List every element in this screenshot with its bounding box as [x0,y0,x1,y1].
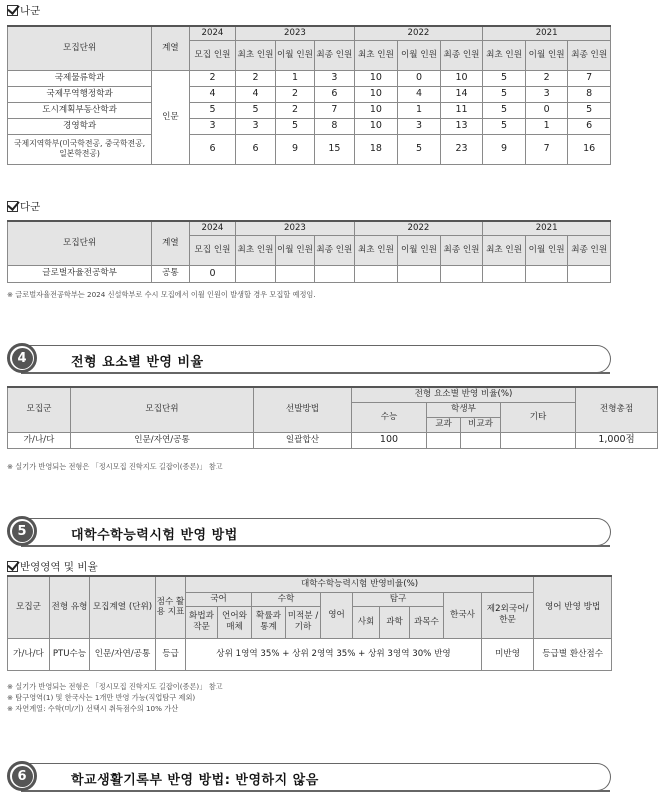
cell: 5 [483,102,526,118]
cell: 6 [315,86,354,102]
unit-name: 국제지역학부(미국학전공, 중국학전공, 일본학전공) [8,134,152,164]
header-sub: 최초 인원 [483,40,526,70]
header-index: 점수 활용 지표 [156,576,186,638]
table-row [8,265,611,282]
header-etc: 기타 [501,402,576,432]
cell: 인문/자연/공통 [71,432,254,448]
cell: 3 [189,118,236,134]
cell: 인문/자연/공통 [90,638,156,670]
cell: 7 [525,134,568,164]
cell: 2 [525,70,568,86]
cell: 0 [525,102,568,118]
header-group: 모집군 [8,387,71,432]
cell [275,265,314,282]
cell: 15 [315,134,354,164]
cell: 8 [315,118,354,134]
section-5-header [7,516,611,546]
cell: 미반영 [482,638,534,670]
field-cell: 공통 [152,265,189,282]
cell: 등급별 환산점수 [534,638,612,670]
header-korean: 국어 [186,592,252,606]
header-sub: 최초 인원 [236,235,275,265]
header-unit: 모집단위 [71,387,254,432]
header-year: 2022 [354,221,483,235]
header-year: 2024 [189,26,236,40]
group-da-title: 다군 [7,199,40,214]
header-field: 계열 [152,221,189,265]
header-kor1: 화법과 작문 [186,606,218,638]
cell: 0 [398,70,441,86]
header-student: 학생부 [427,402,501,417]
header-field: 계열 [152,26,189,70]
table-row [8,134,611,164]
cell: 16 [568,134,611,164]
header-year: 2021 [483,26,611,40]
header-sub: 최초 인원 [236,40,275,70]
cell [501,432,576,448]
cell: 0 [189,265,236,282]
cell: 10 [354,86,398,102]
header-english: 영어 [321,592,353,638]
table-row [8,86,611,102]
cell: 가/나/다 [8,432,71,448]
header-sub: 최종 인원 [568,40,611,70]
header-sub: 모집 인원 [189,235,236,265]
cell [236,265,275,282]
section-number-badge: 5 [7,516,37,546]
unit-name: 경영학과 [8,118,152,134]
header-field: 모집계열 (단위) [90,576,156,638]
header-year: 2023 [236,221,354,235]
cell: 11 [440,102,483,118]
section5-subtitle: 반영영역 및 비율 [7,559,98,574]
cell: 2 [275,86,314,102]
cell: 10 [354,102,398,118]
section-number-badge: 4 [7,343,37,373]
checkbox-icon [7,201,18,212]
header-sub: 이월 인원 [275,40,314,70]
header-sub: 최종 인원 [440,235,483,265]
header-course: 교과 [427,417,461,432]
cell: 3 [236,118,275,134]
cell [398,265,441,282]
cell: 10 [354,118,398,134]
section-title: 전형 요소별 반영 비율 [71,355,204,370]
cell: 5 [275,118,314,134]
cell [525,265,568,282]
cell: 100 [352,432,427,448]
header-sub: 모집 인원 [189,40,236,70]
header-foreign: 제2외국어/ 한문 [482,592,534,638]
header-math1: 확률과 통계 [252,606,286,638]
cell: 10 [354,70,398,86]
header-year: 2024 [189,221,236,235]
field-cell: 인문 [152,70,189,164]
table-row [8,638,612,670]
checkbox-icon [7,5,18,16]
cell: 4 [189,86,236,102]
header-sub: 최초 인원 [483,235,526,265]
cell: 23 [440,134,483,164]
table-row [8,432,658,448]
cell: 7 [568,70,611,86]
section-number-badge: 6 [7,761,37,791]
header-eng-method: 영어 반영 방법 [534,576,612,638]
table-row [8,70,611,86]
cell [568,265,611,282]
unit-name: 도시계획부동산학과 [8,102,152,118]
cell: 3 [525,86,568,102]
cell: 5 [398,134,441,164]
cell: 6 [568,118,611,134]
cell: 5 [568,102,611,118]
header-ratio: 대학수학능력시험 반영비율(%) [186,576,534,592]
header-sub: 최종 인원 [315,40,354,70]
cell: 2 [275,102,314,118]
cell [483,265,526,282]
section4-table [7,386,658,449]
header-social: 사회 [353,606,380,638]
header-math: 수학 [252,592,321,606]
cell: PTU수능 [50,638,90,670]
group-da-table [7,220,611,283]
table-row [8,118,611,134]
header-math2: 미적분 /기하 [286,606,321,638]
note: ※ 실기가 반영되는 전형은 「정시모집 진학지도 길잡이(종론)」 참고 [7,682,223,691]
header-year: 2023 [236,26,354,40]
cell: 9 [483,134,526,164]
header-noncourse: 비교과 [461,417,501,432]
cell: 1 [398,102,441,118]
header-inquiry: 탐구 [353,592,444,606]
header-sub: 이월 인원 [398,235,441,265]
unit-name: 글로벌자율전공학부 [8,265,152,282]
group-na-title: 나군 [7,3,40,18]
header-year: 2021 [483,221,611,235]
cell [315,265,354,282]
unit-name: 국제무역행정학과 [8,86,152,102]
cell: 1 [525,118,568,134]
header-sub: 이월 인원 [525,235,568,265]
group-na-table [7,25,611,165]
header-sub: 이월 인원 [275,235,314,265]
note: ※ 자연계열: 수학(미/기) 선택시 취득점수의 10% 가산 [7,704,179,713]
header-history: 한국사 [444,592,482,638]
cell: 3 [398,118,441,134]
header-sub: 최초 인원 [354,235,398,265]
checkbox-icon [7,561,18,572]
header-csat: 수능 [352,402,427,432]
cell: 상위 1영역 35% + 상위 2영역 35% + 상위 3영역 30% 반영 [186,638,482,670]
section-4-header [7,343,611,373]
cell: 5 [189,102,236,118]
cell [461,432,501,448]
header-total: 전형총점 [576,387,658,432]
header-vocational: 과목수 [410,606,444,638]
cell [427,432,461,448]
section-6-header [7,761,611,791]
cell: 13 [440,118,483,134]
cell: 5 [483,86,526,102]
header-unit: 모집단위 [8,221,152,265]
cell: 5 [236,102,275,118]
section-title: 대학수학능력시험 반영 방법 [71,528,238,543]
cell: 2 [236,70,275,86]
header-type: 전형 유형 [50,576,90,638]
header-sub: 이월 인원 [398,40,441,70]
cell: 4 [236,86,275,102]
cell: 9 [275,134,314,164]
header-kor2: 언어와 매체 [218,606,252,638]
cell: 14 [440,86,483,102]
cell: 4 [398,86,441,102]
cell [354,265,398,282]
header-sub: 최종 인원 [440,40,483,70]
note: ※ 탐구영역(1) 및 한국사는 1개만 반영 가능(직업탐구 제외) [7,693,196,702]
cell: 10 [440,70,483,86]
cell: 가/나/다 [8,638,50,670]
cell [440,265,483,282]
header-unit: 모집단위 [8,26,152,70]
cell: 18 [354,134,398,164]
header-year: 2022 [354,26,483,40]
cell: 등급 [156,638,186,670]
unit-name: 국제물류학과 [8,70,152,86]
header-sub: 최종 인원 [315,235,354,265]
header-group: 모집군 [8,576,50,638]
cell: 5 [483,118,526,134]
section-title: 학교생활기록부 반영 방법: 반영하지 않음 [71,773,319,788]
cell: 2 [189,70,236,86]
cell: 일괄합산 [254,432,352,448]
cell: 1,000점 [576,432,658,448]
cell: 6 [189,134,236,164]
cell: 3 [315,70,354,86]
cell: 7 [315,102,354,118]
table-row [8,102,611,118]
header-ratio: 전형 요소별 반영 비율(%) [352,387,576,402]
cell: 6 [236,134,275,164]
section5-table [7,575,612,671]
note: ※ 실기가 반영되는 전형은 「정시모집 진학지도 길잡이(종론)」 참고 [7,462,223,471]
header-sub: 최초 인원 [354,40,398,70]
header-sub: 최종 인원 [568,235,611,265]
note: ※ 글로벌자율전공학부는 2024 신설학부로 수시 모집에서 이월 인원이 발생할 경우 모집할 예정임. [7,290,316,299]
header-sub: 이월 인원 [525,40,568,70]
cell: 1 [275,70,314,86]
cell: 8 [568,86,611,102]
header-method: 선발방법 [254,387,352,432]
cell: 5 [483,70,526,86]
header-science: 과학 [380,606,410,638]
